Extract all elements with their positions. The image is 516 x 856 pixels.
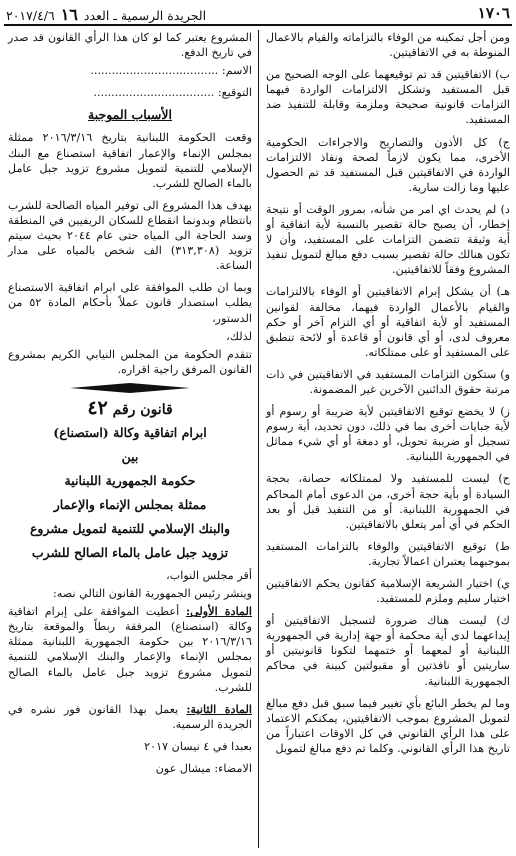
issue-number: ١٦ <box>60 5 78 24</box>
paragraph: ي) اختيار الشريعة الإسلامية كقانون يحكم الاتفاقيتين اختيار سليم وملزم للمستفيد. <box>266 577 510 606</box>
running-title-text: الجريدة الرسمية ـ العدد <box>83 8 207 23</box>
article-1 <box>8 604 252 695</box>
article-2-text: يعمل بهذا القانون فور نشره في الجريدة الرسمية. <box>8 702 252 731</box>
law-number-heading <box>8 396 252 419</box>
intro-text: المشروع يعتبر كما لو كان هذا الرأي القانون قد صدر في تاريخ الدفع. <box>8 31 252 60</box>
left-column <box>8 30 252 783</box>
law-title-line: ممثلة بمجلس الإنماء والإعمار <box>53 496 207 512</box>
paragraph: ب) الاتفاقيتين قد تم توقيعهما على الوجه الصحيح من قبل المستفيد وتشكل الالتزامات الواردة فيهما التزامات قانونية صحيحة وملزمة وقابلة للتنفيذ ضد المستفيد. <box>266 68 510 127</box>
separator-ornament <box>70 383 190 393</box>
name-field: الاسم: .................................... <box>90 64 252 78</box>
article-2 <box>8 702 252 732</box>
enactment-line: وينشر رئيس الجمهورية القانون التالي نصه: <box>53 587 252 601</box>
article-1-label: المادة الأولى: <box>185 604 252 619</box>
paragraph: ز) لا يخضع توقيع الاتفاقيتين لأية ضريبة أو رسوم أو لأية جبايات أخرى بما في ذلك، دون تحديد، أية رسوم تسجيل أو ضريبة تحويل، أو دمغة أو أي شيء مماثل في الجمهورية اللبنانية. <box>266 405 510 464</box>
paragraph: د) لم يحدث اي امر من شأنه، بمرور الوقت أو نتيجة إخطار، أن يصبح حالة تقصير بالنسبة لأية اتفاقية أو أية وثيقة تتضمن التزامات على المستفيد، وأن لا تكون هنالك حالة تقصير بسبب دفع مبالغ لتمويل تنفيذ المشروع وفقاً للاتفاقيتين. <box>266 202 510 277</box>
law-title-line: تزويد جبل عامل بالماء الصالح للشرب <box>31 544 229 560</box>
paragraph: ج) كل الأذون والتصاريح والاجراءات الحكومية الأخرى، مما يكون لازماً لصحة ونفاذ الالتزامات الواردة في الاتفاقيتين قبل المستفيد قد تم الحصول عليها وما زالت سارية. <box>266 135 510 194</box>
paragraph: و) ستكون التزامات المستفيد في الاتفاقيتين في ذات مرتبة حقوق الدائنين الآخرين غير المضمونة. <box>266 367 510 396</box>
enactment-line: أقر مجلس النواب، <box>166 568 252 582</box>
therefore-text: لذلك، <box>226 329 252 343</box>
paragraph: ح) ليست للمستفيد ولا لممتلكاته حصانة، بحجة السيادة أو بأية حجة أخرى، من الدعوى أمام المحاكم في الجمهورية اللبنانية. أو من التنفيذ قبل أو بعد الحكم في أي أمر يتعلق بالاتفاقيتين. <box>266 472 510 531</box>
law-label: قانون رقم <box>112 401 173 418</box>
column-divider <box>258 30 259 848</box>
law-title-line: والبنك الإسلامي للتنمية لتمويل مشروع <box>29 520 231 536</box>
article-1-text: أعطيت الموافقة على إبرام اتفاقية وكالة (استصناع) المرفقة ربطاً والموقعة بتاريخ ٢٠١٦/٣/١٦ بين حكومة الجمهورية اللبنانية ممثلة بمجلس الإنماء والإعمار والبنك الإسلامي للتنمية لتمويل مشروع تزويد جبل عامل بالماء الصالح للشرب. <box>8 605 252 694</box>
law-title-line: حكومة الجمهورية اللبنانية <box>64 472 196 488</box>
page-header <box>4 4 512 26</box>
paragraph: وما لم يخطر البائع بأي تغيير فيما سبق قبل دفع مبالغ لتمويل المشروع بموجب الاتفاقيتين، يمكنكم الاعتماد على هذا الرأي القانوني في كل الاوقات اعتباراً من تاريخ هذا الرأي القانوني. وكلما تم دفع مبالغ لتمويل <box>266 696 510 755</box>
article-2-label: المادة الثانية: <box>186 701 252 716</box>
issue-date: ٢٠١٧/٤/٦ <box>6 8 55 23</box>
dated-line: بعبدا في ٤ نيسان ٢٠١٧ <box>144 739 252 753</box>
page-number: ١٧٠٦ <box>477 4 510 22</box>
right-column <box>266 30 510 763</box>
law-number: ٤٢ <box>87 396 108 419</box>
signature-field: التوقيع: .................................. <box>93 86 252 100</box>
paragraph: ومن أجل تمكينه من الوفاء بالتزاماته والقيام بالاعمال المنوطة به في الاتفاقيتين. <box>266 31 510 60</box>
submission-text: تتقدم الحكومة من المجلس النيابي الكريم بمشروع القانون المرفق راجية اقراره. <box>8 347 252 376</box>
paragraph: ط) توقيع الاتفاقيتين والوفاء بالتزامات المستفيد بموجبهما يعتبران اعمالاً تجارية. <box>266 539 510 568</box>
reason-paragraph: وبما ان طلب الموافقة على ابرام اتفاقية الاستصناع يطلب استصدار قانون عملاً بأحكام المادة ٥٢ من الدستور، <box>8 281 252 325</box>
reason-paragraph: وقعت الحكومة اللبنانية بتاريخ ٢٠١٦/٣/١٦ ممثلة بمجلس الإنماء والإعمار اتفاقية استصناع مع البنك الإسلامي للتنمية لتمويل مشروع تزويد جبل عامل بالماء الصالح للشرب. <box>8 131 252 190</box>
law-title-line: ابرام اتفاقية وكالة (استصناع) <box>53 424 207 440</box>
reasons-title: الأسباب الموجبة <box>88 107 172 123</box>
reason-paragraph: يهدف هذا المشروع الى توفير المياه الصالحة للشرب بانتظام وبدونما انقطاع للسكان الريفيين في المنطقة وسد الحاجة الى المياه حتى عام ٢٠٤٤ بحيث سيتم تزويد (٣١٣,٣٠٨) الف شخص بالمياه على مدار الساعة. <box>8 198 252 273</box>
paragraph: هـ) أن يشكل إبرام الاتفاقيتين أو الوفاء بالالتزامات والقيام بالأعمال الواردة فيهما، مخالفة لقوانين المستفيد أو لأية اتفاقية أو أي التزام آخر أو حكم معروف لدى، أو أي قانون أو قاعدة أو لائحة تنطبق على المستفيد أو على ممتلكاته. <box>266 285 510 359</box>
paragraph: ك) ليست هناك ضرورة لتسجيل الاتفاقيتين أو إيداعهما لدى أية محكمة أو جهة إدارية في الجمهورية اللبنانية أو لمعهما أو ختمهما لتكونا قانونيتين أو ساريتين أو نافذتين أو مقبولتين كبينة في محاكم الجمهورية اللبنانية. <box>266 614 510 688</box>
signature-line: الامضاء: ميشال عون <box>155 762 252 775</box>
running-title <box>6 5 206 24</box>
law-title-line: بين <box>121 448 139 464</box>
